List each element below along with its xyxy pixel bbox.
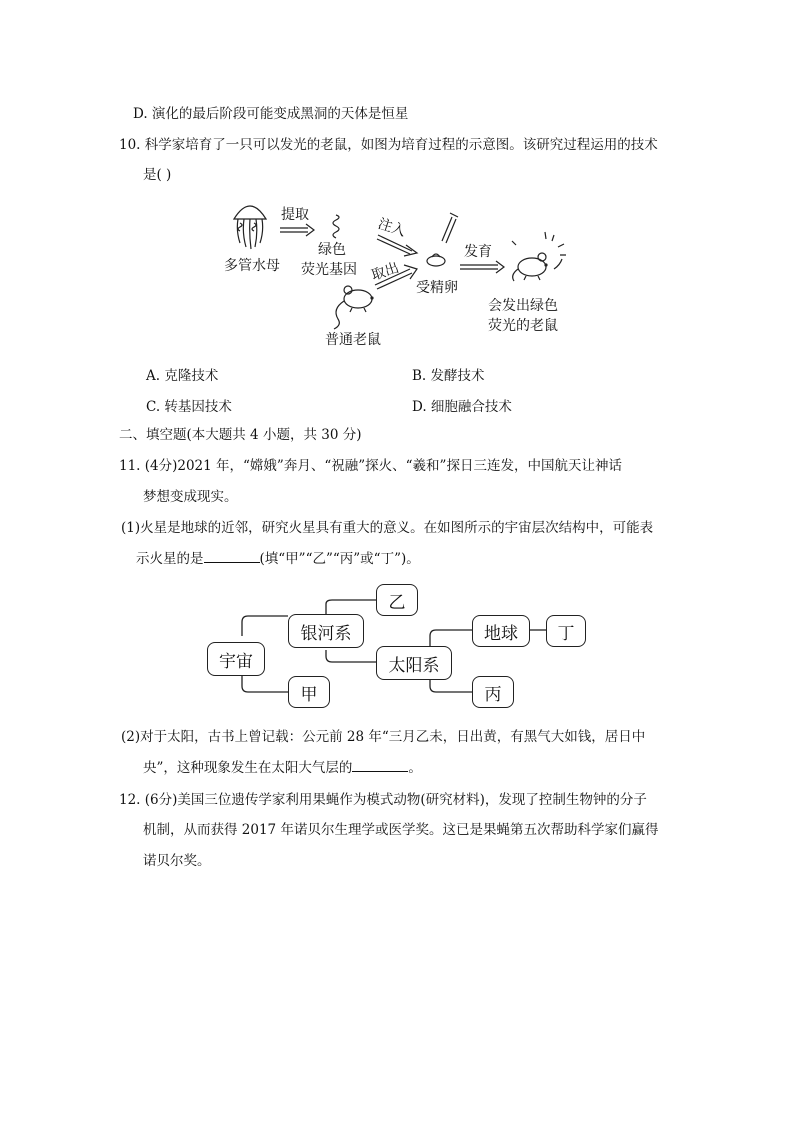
egg-label: 受精卵 <box>416 280 458 296</box>
universe-hierarchy-diagram <box>200 578 600 713</box>
q10-option-a: A. 克隆技术 <box>146 368 219 384</box>
q10-stem-line2: 是( ) <box>143 167 172 183</box>
node-jia: 甲 <box>288 676 330 708</box>
gene-label-line2: 荧光基因 <box>301 262 357 278</box>
develop-label: 发育 <box>464 244 492 260</box>
q11-part2-line1: (2)对于太阳，古书上曾记载：公元前 28 年“三月乙未，日出黄，有黑气大如钱，居日中 <box>121 729 646 745</box>
ordinary-mouse-icon <box>334 286 373 329</box>
extract-arrow-icon <box>280 224 314 236</box>
q12-line2: 机制，从而获得 2017 年诺贝尔生理学或医学奖。这已是果蝇第五次帮助科学家们赢得 <box>143 822 659 838</box>
q11-line1: 11. (4分)2021 年，“嫦娥”奔月、“祝融”探火、“羲和”探日三连发，中国航天让神话 <box>119 458 622 474</box>
q11-part1-line1: (1)火星是地球的近邻，研究火星具有重大的意义。在如图所示的宇宙层次结构中，可能表 <box>121 520 654 536</box>
result-label-line1: 会发出绿色 <box>488 298 558 314</box>
ordinary-mouse-label: 普通老鼠 <box>325 332 381 348</box>
q11-part1-text-b: (填“甲”“乙”“丙”或“丁”)。 <box>259 551 420 567</box>
jellyfish-label: 多管水母 <box>224 258 280 274</box>
gene-icon <box>333 215 339 238</box>
section-title: 二、填空题(本大题共 4 小题，共 30 分) <box>119 427 362 443</box>
syringe-icon <box>427 213 458 266</box>
develop-arrow-icon <box>460 261 504 273</box>
node-ding: 丁 <box>546 615 586 647</box>
node-universe: 宇宙 <box>207 642 265 676</box>
glowing-mouse-icon <box>512 232 566 281</box>
q10-figure <box>220 195 590 355</box>
q11-line2: 梦想变成现实。 <box>143 489 238 505</box>
inject-label: 注入 <box>375 216 408 240</box>
q11-part1-text-a: 示火星的是 <box>136 551 204 567</box>
node-bing: 丙 <box>472 676 514 708</box>
answer-blank-1[interactable] <box>204 561 260 563</box>
q12-line1: 12. (6分)美国三位遗传学家利用果蝇作为模式动物(研究材料)，发现了控制生物钟的分子 <box>119 792 647 808</box>
q12-line3: 诺贝尔奖。 <box>143 853 211 869</box>
q10-option-d: D. 细胞融合技术 <box>412 399 512 415</box>
q11-part2-line2 <box>143 758 422 778</box>
q10-option-c: C. 转基因技术 <box>146 399 232 415</box>
q11-part1-line2 <box>136 549 420 569</box>
q10-stem-line1: 10. 科学家培育了一只可以发光的老鼠，如图为培育过程的示意图。该研究过程运用的技术 <box>119 137 658 153</box>
extract-label: 提取 <box>281 207 309 223</box>
node-earth: 地球 <box>472 615 530 647</box>
q11-part2-text-a: 央”，这种现象发生在太阳大气层的 <box>143 760 353 776</box>
take-out-label: 取出 <box>369 260 402 284</box>
q11-part2-text-b: 。 <box>408 760 422 776</box>
q9-option-d: D. 演化的最后阶段可能变成黑洞的天体是恒星 <box>133 106 409 122</box>
jellyfish-icon <box>234 206 266 249</box>
node-solar-system: 太阳系 <box>376 646 452 680</box>
result-label-line2: 荧光的老鼠 <box>488 318 558 334</box>
node-galaxy: 银河系 <box>288 614 364 648</box>
answer-blank-2[interactable] <box>352 770 408 772</box>
q10-option-b: B. 发酵技术 <box>412 368 485 384</box>
node-yi: 乙 <box>376 584 418 616</box>
gene-label-line1: 绿色 <box>318 242 346 258</box>
